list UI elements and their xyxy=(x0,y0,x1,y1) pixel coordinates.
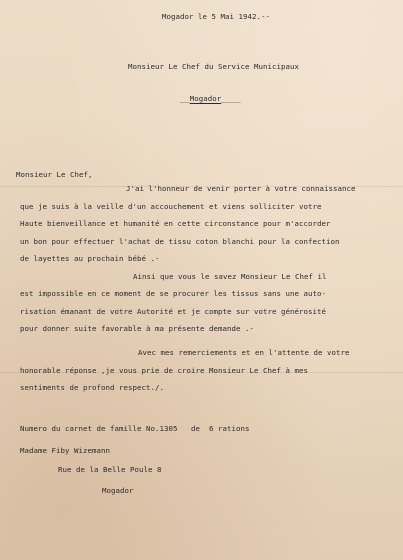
salutation: Monsieur Le Chef, xyxy=(16,170,93,179)
body-line: de layettes au prochain bébé .- xyxy=(20,254,160,263)
body-line: pour donner suite favorable à ma présente demande .- xyxy=(20,324,254,333)
body-line: sentiments de profond respect./. xyxy=(20,383,164,392)
body-line: est impossible en ce moment de se procurer les tissus sans une auto- xyxy=(20,289,326,298)
body-line: que je suis à la veille d'un accouchement et viens solliciter votre xyxy=(20,202,322,211)
body-line: honorable réponse ,je vous prie de croire Monsieur Le Chef à mes xyxy=(20,366,308,375)
sender-street: Rue de la Belle Poule 8 xyxy=(58,465,162,474)
body-line: Haute bienveillance et humanité en cette circonstance pour m'accorder xyxy=(20,219,331,228)
sender-city: Mogador xyxy=(102,486,134,495)
body-line: Avec mes remerciements et en l'attente de votre xyxy=(138,348,350,357)
body-line: un bon pour effectuer l'achat de tissu coton blanchi pour la confection xyxy=(20,237,340,246)
addressee-line: Monsieur Le Chef du Service Municipaux xyxy=(128,62,299,71)
body-line: risation émanant de votre Autorité et je compte sur votre générosité xyxy=(20,307,326,316)
sender-name: Madame Fiby Wizemann xyxy=(20,446,110,455)
carnet-line: Numero du carnet de famille No.1305 de 6 rations xyxy=(20,424,250,433)
body-line: J'ai l'honneur de venir porter à votre connaissance xyxy=(126,184,356,193)
body-line: Ainsi que vous le savez Monsieur Le Chef il xyxy=(133,272,327,281)
addressee-city: __Mogador____ xyxy=(180,94,241,103)
addressee-city-text: Mogador xyxy=(189,94,222,103)
date-line: Mogador le 5 Mai 1942.-- xyxy=(162,12,270,21)
